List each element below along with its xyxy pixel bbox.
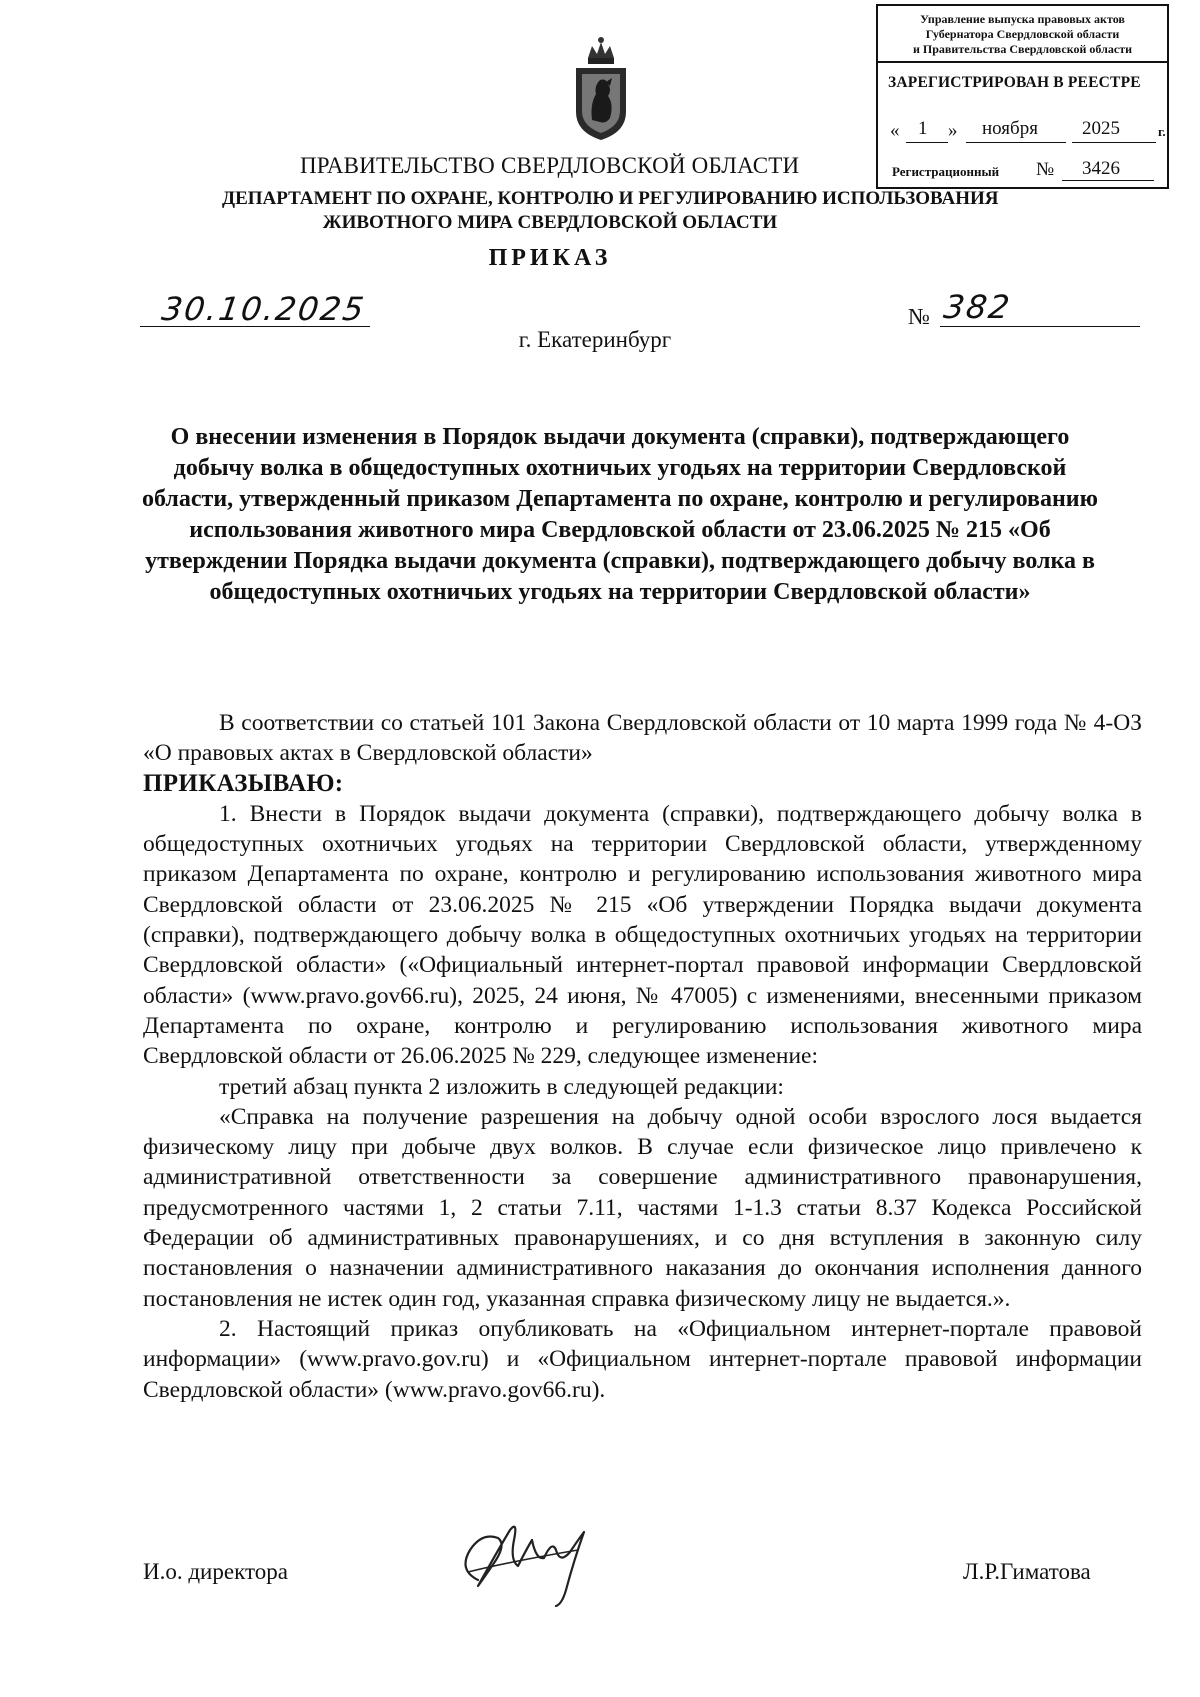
- stamp-reg-number: 3426: [1082, 158, 1120, 179]
- stamp-year-suffix: г.: [1158, 124, 1166, 139]
- item-1-subparagraph: третий абзац пункта 2 изложить в следующей редакции:: [219, 1073, 784, 1100]
- stamp-header-line: Управление выпуска правовых актов: [920, 12, 1125, 26]
- department-title-line2: ЖИВОТНОГО МИРА СВЕРДЛОВСКОЙ ОБЛАСТИ: [322, 212, 778, 233]
- item-2-paragraph: 2. Настоящий приказ опубликовать на «Официальном интернет-портале правовой информации» (www.pravo.gov.ru) и «Официальном интернет-портале правовой информации Свердловской области» (www.pravo.gov66.ru).: [143, 1315, 1142, 1403]
- stamp-reg-label: Регистрационный: [892, 164, 1000, 179]
- stamp-reg-no-sign: №: [1036, 159, 1055, 180]
- number-label: №: [908, 304, 930, 329]
- stamp-header-line: и Правительства Свердловской области: [913, 42, 1132, 56]
- order-word: ПРИКАЗЫВАЮ:: [143, 769, 344, 797]
- stamp-close-quote: »: [948, 120, 958, 141]
- order-heading: О внесении изменения в Порядок выдачи документа (справки), подтверждающего добычу волка в общедоступных охотничьих угодьях на территории Свердловской области, утвержденный приказом Департамента по охране, контролю и регулированию использования животного мира Свердловской области от 23.06.2025 № 215 «Об утверждении Порядка выдачи документа (справки), подтверждающего добычу волка в общедоступных охотничьих угодьях на территории Свердловской области»: [142, 424, 1098, 605]
- preamble-paragraph: В соответствии со статьей 101 Закона Свердловской области от 10 марта 1999 года № 4-ОЗ «О правовых актах в Свердловской области»: [143, 710, 1142, 767]
- registration-stamp: [876, 4, 1169, 189]
- stamp-header: [878, 6, 1167, 63]
- stamp-open-quote: «: [890, 120, 900, 141]
- handwritten-number: 382: [941, 288, 1014, 326]
- stamp-year: 2025: [1082, 118, 1120, 139]
- item-1-paragraph: 1. Внести в Порядок выдачи документа (справки), подтверждающего добычу волка в общедоступных охотничьих угодьях на территории Свердловской области, утвержденному приказом Департамента по охране, контролю и регулированию использования животного мира Свердловской области от 23.06.2025 № 215 «Об утверждении Порядка выдачи документа (справки), подтверждающего добычу волка в общедоступных охотничьих угодьях на территории Свердловской области» («Официальный интернет-портал правовой информации Свердловской области» (www.pravo.gov66.ru), 2025, 24 июня, № 47005) с изменениями, внесенными приказом Департамента по охране, контролю и регулированию использования животного мира Свердловской области от 26.06.2025 № 229, следующее изменение:: [143, 800, 1142, 1070]
- stamp-registration-line: [892, 158, 1162, 180]
- stamp-month: ноября: [982, 118, 1038, 139]
- signatory-role: И.о. директора: [143, 1559, 288, 1584]
- stamp-date: [886, 118, 1166, 144]
- handwritten-date: 30.10.2025: [159, 290, 368, 328]
- city: г. Екатеринбург: [518, 327, 672, 352]
- order-body: [143, 708, 1142, 1405]
- signatory-name: Л.Р.Гиматова: [963, 1559, 1091, 1584]
- coat-of-arms-icon: [570, 34, 632, 142]
- stamp-header-line: Губернатора Свердловской области: [925, 27, 1120, 41]
- stamp-day: 1: [918, 118, 928, 139]
- document-type: ПРИКАЗ: [488, 245, 612, 271]
- government-title: ПРАВИТЕЛЬСТВО СВЕРДЛОВСКОЙ ОБЛАСТИ: [300, 153, 800, 178]
- department-title-line1: ДЕПАРТАМЕНТ ПО ОХРАНЕ, КОНТРОЛЮ И РЕГУЛИРОВАНИЮ ИСПОЛЬЗОВАНИЯ: [222, 188, 999, 209]
- item-1-quote-paragraph: «Справка на получение разрешения на добычу одной особи взрослого лося выдается физическому лицу при добыче двух волков. В случае если физическое лицо привлечено к административной ответственности за совершение административного правонарушения, предусмотренного частями 1, 2 статьи 7.11, частями 1-1.3 статьи 8.37 Кодекса Российской Федерации об административных правонарушениях, и со дня вступления в законную силу постановления о назначении административного наказания до окончания исполнения данного постановления не истек один год, указанная справка физическому лицу не выдается.».: [143, 1103, 1142, 1312]
- handwritten-signature-icon: [448, 1510, 618, 1610]
- stamp-registered-label: ЗАРЕГИСТРИРОВАН В РЕЕСТРЕ: [888, 74, 1141, 91]
